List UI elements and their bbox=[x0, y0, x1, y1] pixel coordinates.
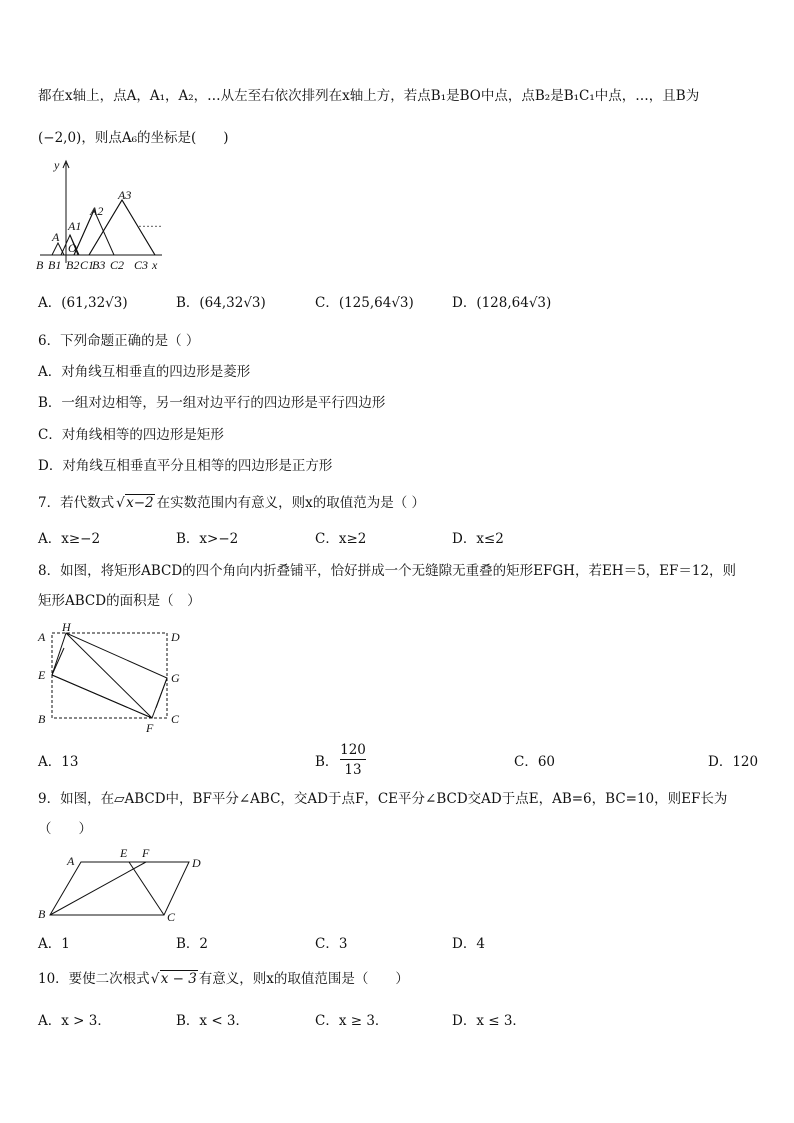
q8-fig-label-f: F bbox=[146, 721, 154, 735]
q8-fig-label-g: G bbox=[171, 671, 180, 685]
q10-option-c: C．x ≥ 3． bbox=[315, 1013, 389, 1029]
q5-fig-label-dots: …… bbox=[138, 216, 162, 230]
q5-fig-label-b1: B1 bbox=[48, 258, 62, 272]
q9-fig-label-d: D bbox=[192, 856, 201, 870]
q10-option-b: B．x < 3． bbox=[176, 1013, 250, 1029]
q9-fig-label-b: B bbox=[38, 907, 46, 921]
q8-fig-label-b: B bbox=[38, 712, 46, 726]
q8-option-a: A．13 bbox=[38, 754, 79, 770]
q8-fig-label-d: D bbox=[171, 630, 180, 644]
q8-option-d: D．120 bbox=[708, 754, 759, 770]
q8-fig-label-h: H bbox=[62, 620, 71, 634]
q9-stem-line2: （ ） bbox=[38, 821, 92, 837]
q9-option-d: D．4 bbox=[452, 936, 485, 952]
q5-fig-label-a1: A1 bbox=[68, 219, 82, 233]
q5-fig-label-x: x bbox=[152, 258, 158, 272]
q5-fig-label-b2: B2 bbox=[66, 258, 80, 272]
q5-stem-line2: (−2,0)，则点A₆的坐标是( ) bbox=[38, 130, 229, 146]
q9-option-b: B．2 bbox=[176, 936, 209, 952]
q9-fig-label-e: E bbox=[120, 846, 128, 860]
q9-figure bbox=[34, 845, 214, 927]
q8-option-b-fraction bbox=[340, 742, 366, 778]
q6-option-a: A．对角线互相垂直的四边形是菱形 bbox=[38, 364, 251, 380]
q7-option-a: A．x≥−2 bbox=[38, 531, 101, 547]
q5-fig-label-o: O bbox=[68, 241, 77, 255]
q6-option-b: B．一组对边相等，另一组对边平行的四边形是平行四边形 bbox=[38, 395, 386, 411]
q5-fig-label-c2: C2 bbox=[110, 258, 125, 272]
q9-fig-label-c: C bbox=[167, 910, 176, 924]
q7-stem bbox=[38, 493, 425, 513]
q10-option-a: A．x > 3． bbox=[38, 1013, 111, 1029]
q8-fig-label-e: E bbox=[38, 668, 46, 682]
q6-stem: 6．下列命题正确的是（ ） bbox=[38, 333, 200, 349]
q5-option-d: D．(128,64√3) bbox=[452, 295, 552, 311]
q8-stem-line2: 矩形ABCD的面积是（ ） bbox=[38, 593, 201, 609]
q8-fig-label-a: A bbox=[38, 630, 46, 644]
q9-fig-label-a: A bbox=[67, 854, 75, 868]
q7-radical: √ x−2 bbox=[116, 495, 154, 511]
q10-radicand: x − 3 bbox=[160, 971, 197, 987]
q5-fig-label-y: y bbox=[54, 158, 60, 172]
q8-fraction-numerator: 120 bbox=[340, 742, 366, 758]
q7-option-d: D．x≤2 bbox=[452, 531, 504, 547]
q10-stem-after: 有意义，则x的取值范围是（ ） bbox=[198, 971, 409, 987]
q5-figure bbox=[34, 155, 174, 275]
q10-radical: √ x − 3 bbox=[150, 971, 197, 987]
q9-option-c: C．3 bbox=[315, 936, 348, 952]
q5-fig-label-b: B bbox=[36, 258, 44, 272]
q8-option-c: C．60 bbox=[514, 754, 556, 770]
q9-stem-line1: 9．如图，在▱ABCD中，BF平分∠ABC，交AD于点F，CE平分∠BCD交AD于点E，AB=6，BC=10，则EF长为 bbox=[38, 791, 728, 807]
q6-option-d: D．对角线互相垂直平分且相等的四边形是正方形 bbox=[38, 458, 333, 474]
q8-fig-label-c: C bbox=[171, 712, 180, 726]
q5-fig-label-a2: A2 bbox=[90, 204, 104, 218]
q5-stem-line1: 都在x轴上，点A，A₁，A₂，…从左至右依次排列在x轴上方，若点B₁是BO中点，点B₂是B₁C₁中点，…，且B为 bbox=[38, 88, 700, 104]
q7-stem-before: 7．若代数式 bbox=[38, 495, 115, 511]
q5-option-a: A．(61,32√3) bbox=[38, 295, 128, 311]
q7-stem-after: 在实数范围内有意义，则x的取值范为是（ ） bbox=[156, 495, 426, 511]
q7-option-b: B．x>−2 bbox=[176, 531, 239, 547]
q10-stem-before: 10．要使二次根式 bbox=[38, 971, 150, 987]
q5-fig-label-b3: B3 bbox=[92, 258, 106, 272]
q8-fraction-denominator: 13 bbox=[344, 762, 362, 778]
q7-radicand: x−2 bbox=[126, 495, 154, 511]
q5-fig-label-a: A bbox=[52, 230, 60, 244]
q10-stem bbox=[38, 969, 409, 989]
q8-option-b: B． bbox=[315, 754, 339, 770]
q5-fig-label-a3: A3 bbox=[118, 188, 132, 202]
q5-fig-label-c1: C1 bbox=[80, 258, 95, 272]
q8-figure bbox=[34, 620, 194, 736]
q5-fig-label-c3: C3 bbox=[134, 258, 149, 272]
q5-option-c: C．(125,64√3) bbox=[315, 295, 414, 311]
q7-option-c: C．x≥2 bbox=[315, 531, 367, 547]
q9-option-a: A．1 bbox=[38, 936, 70, 952]
q9-fig-label-f: F bbox=[142, 846, 150, 860]
q8-stem-line1: 8．如图，将矩形ABCD的四个角向内折叠铺平，恰好拼成一个无缝隙无重叠的矩形EFGH，若EH＝5，EF＝12，则 bbox=[38, 563, 737, 579]
q6-option-c: C．对角线相等的四边形是矩形 bbox=[38, 427, 224, 443]
q10-option-d: D．x ≤ 3． bbox=[452, 1013, 526, 1029]
q5-option-b: B．(64,32√3) bbox=[176, 295, 266, 311]
